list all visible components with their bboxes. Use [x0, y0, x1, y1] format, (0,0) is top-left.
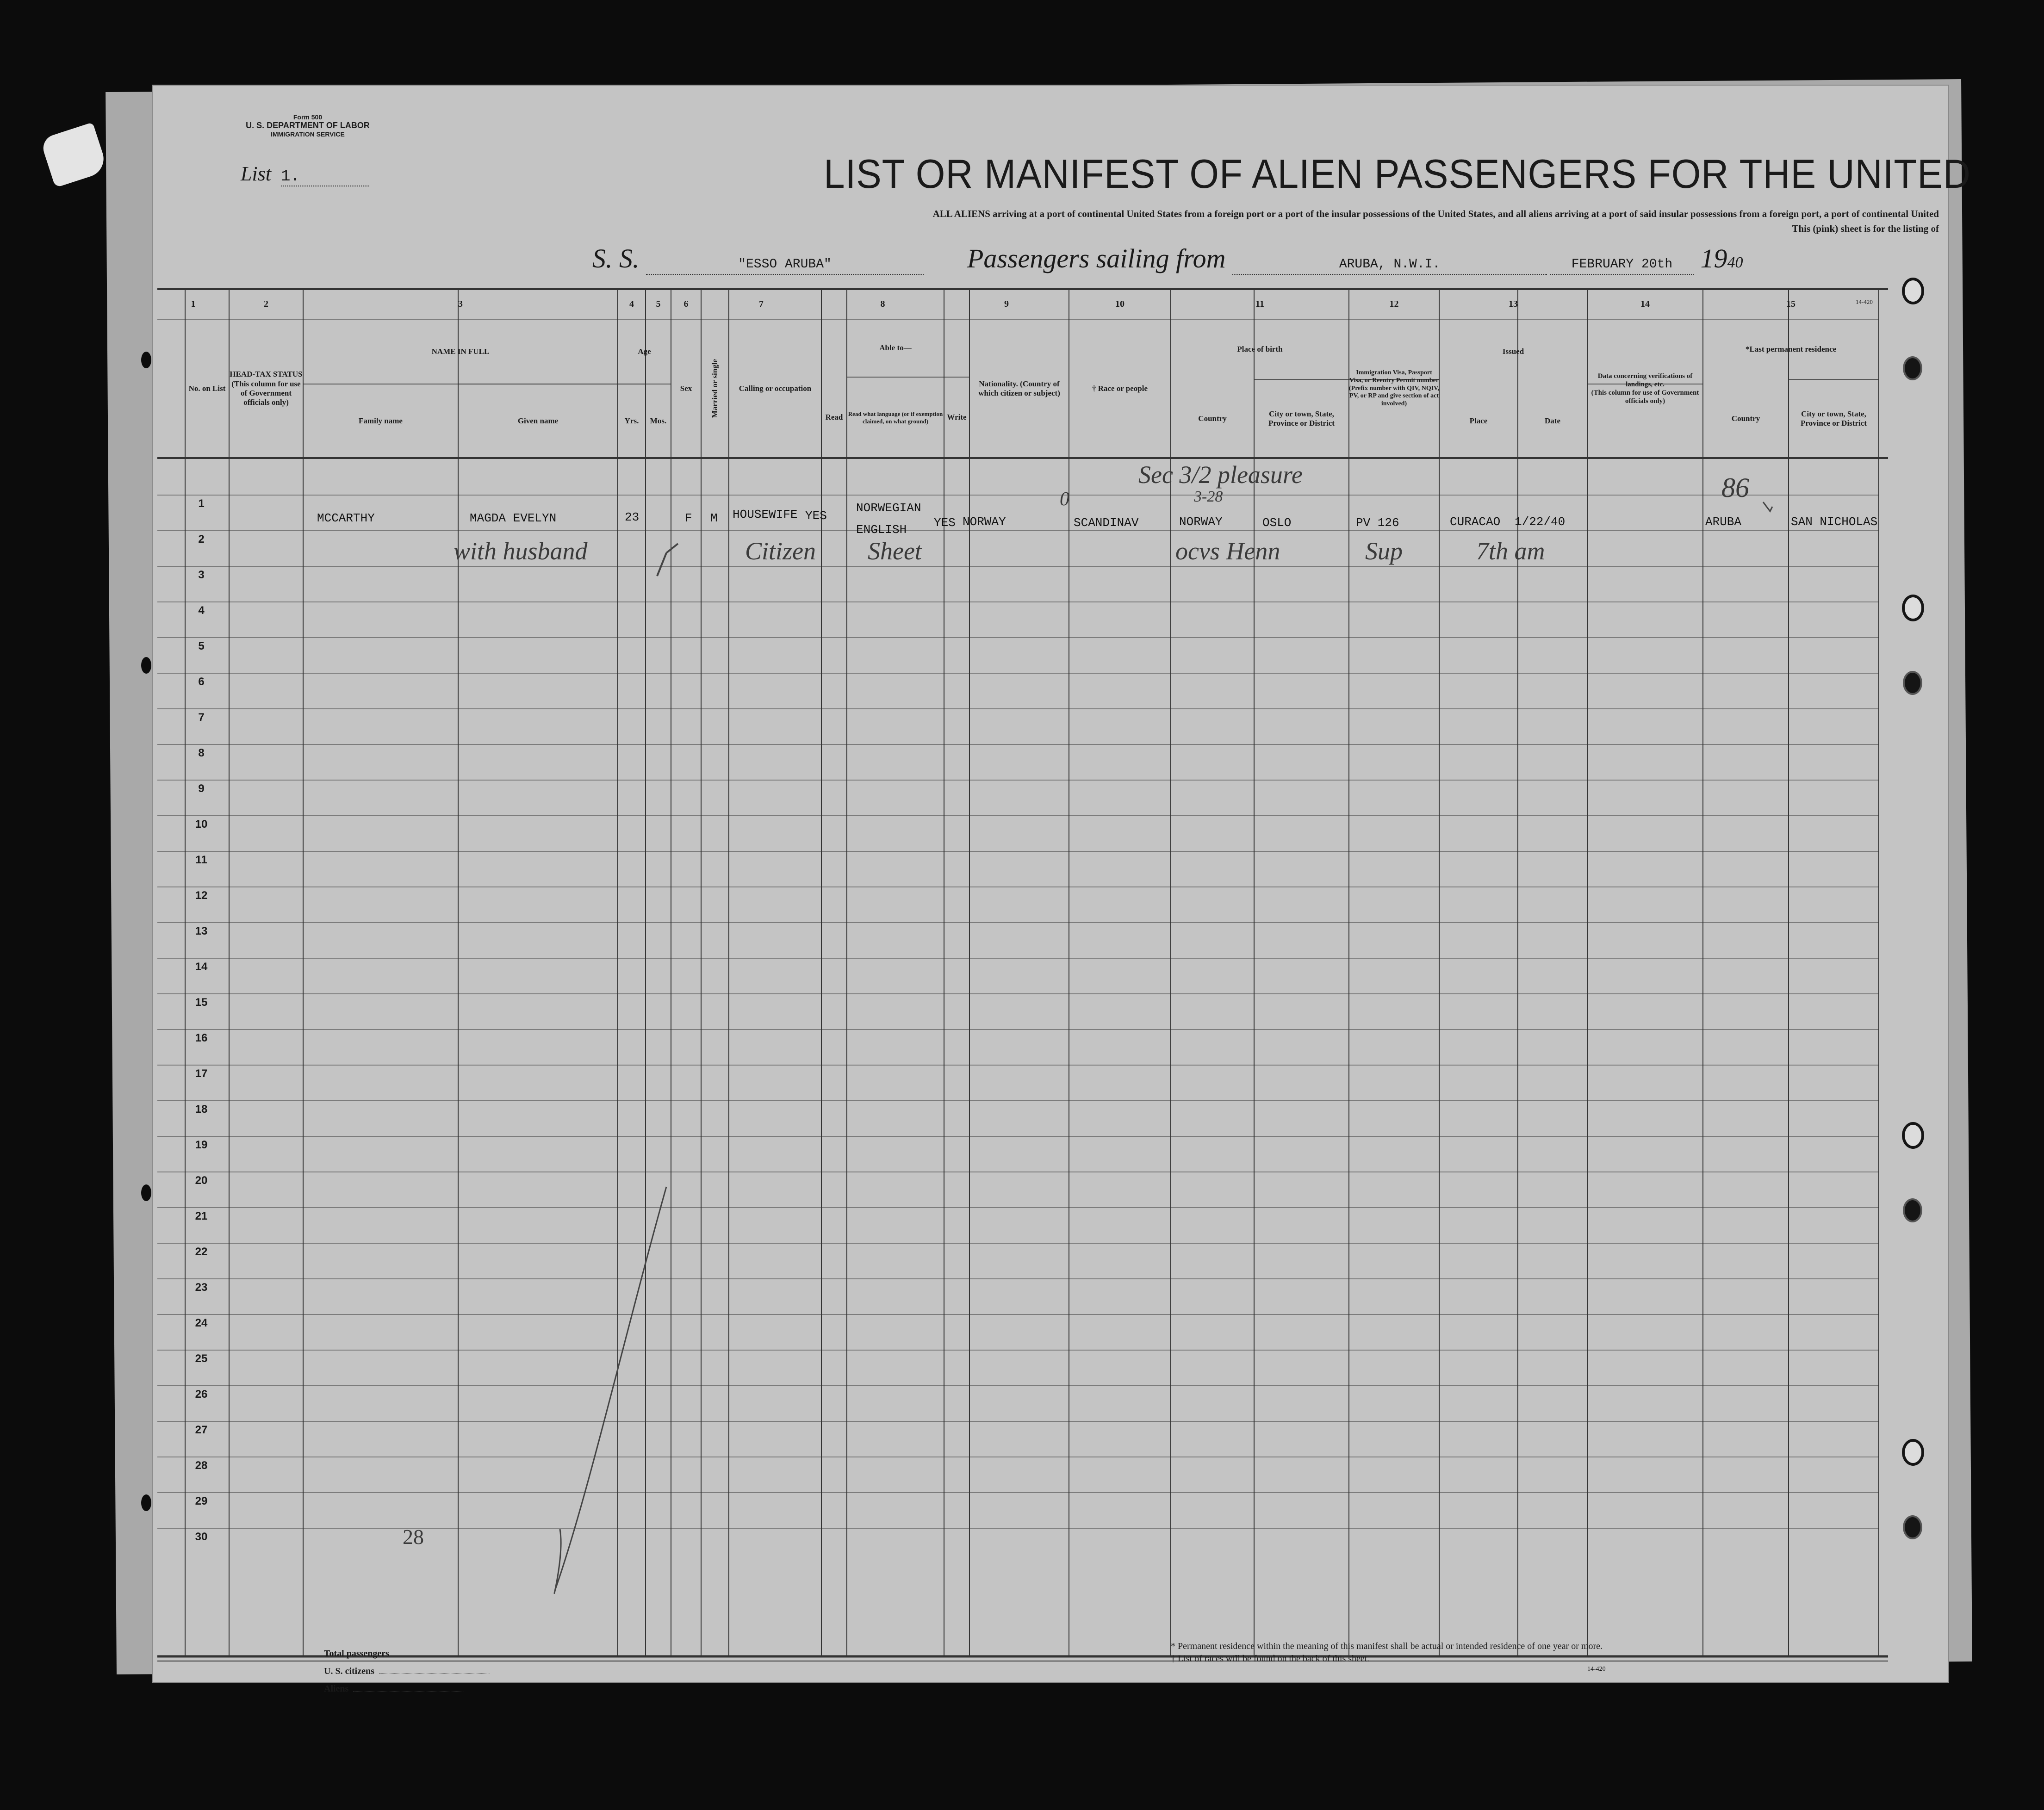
- header-sex: Sex: [680, 384, 692, 393]
- column-number: 15: [1786, 299, 1795, 309]
- marital-status: M: [710, 511, 718, 525]
- column-number: 1: [191, 299, 196, 309]
- language-2: ENGLISH: [856, 523, 907, 537]
- column-number: 10: [1115, 299, 1125, 309]
- header-family-name: Family name: [359, 416, 403, 425]
- row-number: 27: [195, 1424, 208, 1436]
- header-residence-country: Country: [1731, 414, 1760, 423]
- row-number: 15: [195, 996, 208, 1009]
- aliens-label: Aliens: [324, 1684, 349, 1694]
- binder-hole: [1903, 1198, 1922, 1222]
- footnote-code: 14-420: [1587, 1666, 1606, 1673]
- handwritten-small-note: 3-28: [1194, 488, 1223, 505]
- row-number: 29: [195, 1495, 208, 1507]
- nationality: NORWAY: [963, 515, 1006, 529]
- totals-block: [324, 1645, 505, 1698]
- binder-hole: [1902, 1439, 1924, 1466]
- column-number: 5: [656, 299, 661, 309]
- sailing-label: Passengers sailing from: [967, 243, 1226, 273]
- row-number: 28: [195, 1459, 208, 1472]
- row-number: 1: [198, 497, 205, 510]
- handwritten-birth-note: ocvs Henn: [1175, 537, 1280, 565]
- row-number: 26: [195, 1388, 208, 1401]
- can-write: YES: [934, 516, 956, 530]
- column-number: 7: [759, 299, 764, 309]
- row-number: 14: [195, 961, 208, 973]
- binder-hole: [141, 1494, 151, 1511]
- header-married-single-text: Married or single: [710, 359, 719, 418]
- header-race: † Race or people: [1092, 384, 1148, 393]
- sex: F: [685, 511, 692, 525]
- footnote-races: † List of races will be found on the back of this sheet.: [1171, 1654, 1370, 1664]
- binder-hole: [1902, 595, 1924, 621]
- column-number: 11: [1255, 299, 1264, 309]
- header-age: Age: [638, 347, 651, 356]
- row-number: 30: [195, 1531, 208, 1543]
- row-number: 6: [198, 676, 205, 688]
- ss-label: S. S.: [592, 243, 640, 273]
- header-visa: Immigration Visa, Passport Visa, or Reentry Permit number (Prefix number with QIV, NQIV, PV, or RP and give section of act involved): [1349, 369, 1439, 408]
- header-birth-country: Country: [1198, 414, 1227, 423]
- intro-line-2: This (pink) sheet is for the listing of: [1792, 223, 1939, 234]
- visa-number: PV 126: [1356, 516, 1399, 530]
- row-number: 4: [198, 604, 205, 617]
- header-issued: Issued: [1502, 347, 1524, 356]
- pen-strokes: [153, 86, 1948, 1682]
- binder-hole: [1903, 356, 1922, 380]
- column-number: 14: [1640, 299, 1650, 309]
- column-number: 12: [1389, 299, 1399, 309]
- row-number: 9: [198, 782, 205, 795]
- list-value: 1.: [281, 168, 369, 186]
- issued-place: CURACAO: [1450, 515, 1501, 529]
- row-number: 11: [195, 854, 207, 866]
- aliens-row: [324, 1680, 505, 1698]
- binder-hole: [1903, 671, 1922, 695]
- header-name-in-full: NAME IN FULL: [431, 347, 490, 356]
- issued-date: 1/22/40: [1515, 515, 1566, 529]
- header-last-residence: *Last permanent residence: [1745, 344, 1837, 353]
- aliens-field: [353, 1691, 464, 1692]
- header-head-tax-status: HEAD-TAX STATUS (This column for use of Government officials only): [230, 370, 303, 407]
- birth-country: NORWAY: [1179, 515, 1223, 529]
- handwritten-residence-mark: 86: [1721, 472, 1749, 503]
- row-number: 21: [195, 1210, 208, 1222]
- footnotes: [1171, 1640, 1606, 1674]
- row-number: 2: [198, 533, 205, 545]
- row-number: 20: [195, 1174, 208, 1187]
- column-number: 8: [880, 299, 885, 309]
- header-place-of-birth: Place of birth: [1237, 344, 1283, 353]
- birth-city: OSLO: [1262, 516, 1292, 530]
- form-number: Form 500: [293, 113, 323, 121]
- handwritten-section-note: Sec 3/2 pleasure: [1138, 461, 1303, 489]
- row-number: 13: [195, 925, 208, 937]
- binder-hole: [1902, 1122, 1924, 1149]
- family-name: MCCARTHY: [317, 511, 375, 525]
- binder-hole: [1902, 278, 1924, 304]
- column-number: 3: [458, 299, 463, 309]
- header-occupation: Calling or occupation: [739, 384, 812, 393]
- column-number: 6: [683, 299, 689, 309]
- corner-form-code: 14-420: [1856, 298, 1873, 305]
- header-residence-city: City or town, State, Province or District: [1801, 409, 1867, 428]
- race: SCANDINAV: [1074, 516, 1139, 530]
- header-verifications: Data concerning verifications of landings, etc. (This column for use of Government officials only): [1591, 372, 1699, 405]
- total-passengers-label: Total passengers: [324, 1649, 389, 1659]
- header-read: Read: [825, 413, 843, 422]
- list-label: List: [241, 162, 272, 185]
- row-number: 19: [195, 1139, 208, 1151]
- column-number: 2: [264, 299, 268, 309]
- residence-city: SAN NICHOLAS: [1791, 515, 1878, 529]
- row-number: 25: [195, 1352, 208, 1365]
- residence-country: ARUBA: [1705, 515, 1742, 529]
- sailing-from: ARUBA, N.W.I.: [1339, 257, 1441, 272]
- row-number: 18: [195, 1103, 208, 1116]
- column-number: 4: [629, 299, 634, 309]
- handwritten-count: 28: [403, 1525, 424, 1549]
- us-citizens-row: [324, 1662, 505, 1680]
- row-number: 17: [195, 1067, 208, 1080]
- row-number: 24: [195, 1317, 208, 1329]
- language-1: NORWEGIAN: [856, 501, 921, 515]
- row-number: 22: [195, 1246, 208, 1258]
- header-birth-city: City or town, State, Province or District: [1268, 409, 1335, 428]
- us-citizens-label: U. S. citizens: [324, 1666, 374, 1676]
- footnote-residence: * Permanent residence within the meaning of this manifest shall be actual or intended residence of one year or more.: [1171, 1641, 1603, 1651]
- header-write: Write: [947, 413, 967, 422]
- handwritten-with-husband: with husband: [454, 537, 588, 565]
- age-years: 23: [625, 510, 640, 524]
- row-number: 8: [198, 747, 205, 759]
- binder-hole: [141, 352, 151, 368]
- total-passengers-row: [324, 1645, 505, 1662]
- year-suffix: 40: [1727, 254, 1743, 271]
- row-number: 5: [198, 640, 205, 652]
- can-read: YES: [805, 509, 827, 523]
- ship-name: "ESSO ARUBA": [738, 257, 832, 272]
- handwritten-citizen: Citizen: [745, 537, 816, 565]
- header-age-years: Yrs.: [624, 416, 639, 425]
- year-prefix: 19: [1700, 243, 1727, 273]
- department-name: U. S. DEPARTMENT OF LABOR: [246, 121, 370, 130]
- row-number: 16: [195, 1032, 208, 1044]
- row-number: 10: [195, 818, 208, 831]
- header-able-to: Able to—: [879, 343, 912, 353]
- header-no-on-list: No. on List: [188, 384, 226, 393]
- manifest-page: [153, 86, 1971, 1694]
- handwritten-race-mark: 0: [1060, 489, 1069, 510]
- header-read-language: Read what language (or if exemption claimed, on what ground): [848, 410, 943, 425]
- row-number: 23: [195, 1281, 208, 1294]
- intro-line-1: ALL ALIENS arriving at a port of continental United States from a foreign port or a port of the insular possessions of the United States, and all aliens arriving at a port of said insular possessions from a foreign port, a port of continental United: [932, 208, 1939, 219]
- service-name: IMMIGRATION SERVICE: [271, 130, 345, 138]
- header-issued-place: Place: [1469, 416, 1488, 425]
- row-number: 7: [198, 711, 205, 724]
- row-number: 3: [198, 569, 205, 581]
- header-nationality: Nationality. (Country of which citizen or subject): [978, 379, 1060, 397]
- header-age-months: Mos.: [650, 416, 667, 425]
- sailing-date: FEBRUARY 20th: [1571, 257, 1673, 272]
- handwritten-sheet: Sheet: [868, 537, 922, 565]
- handwritten-date-note: 7th am: [1476, 537, 1545, 565]
- column-number: 9: [1004, 299, 1009, 309]
- header-issued-date: Date: [1545, 416, 1560, 425]
- manifest-title: LIST OR MANIFEST OF ALIEN PASSENGERS FOR THE UNITED: [824, 151, 1971, 197]
- binder-hole: [141, 657, 151, 674]
- binder-hole: [141, 1184, 151, 1201]
- given-name: MAGDA EVELYN: [470, 511, 557, 525]
- row-number: 12: [195, 889, 208, 902]
- binder-hole: [1903, 1515, 1922, 1539]
- occupation: HOUSEWIFE: [733, 508, 798, 521]
- handwritten-visa-note: Sup: [1365, 537, 1403, 565]
- column-number: 13: [1509, 299, 1518, 309]
- paper-tag: [40, 122, 108, 188]
- header-given-name: Given name: [517, 416, 559, 425]
